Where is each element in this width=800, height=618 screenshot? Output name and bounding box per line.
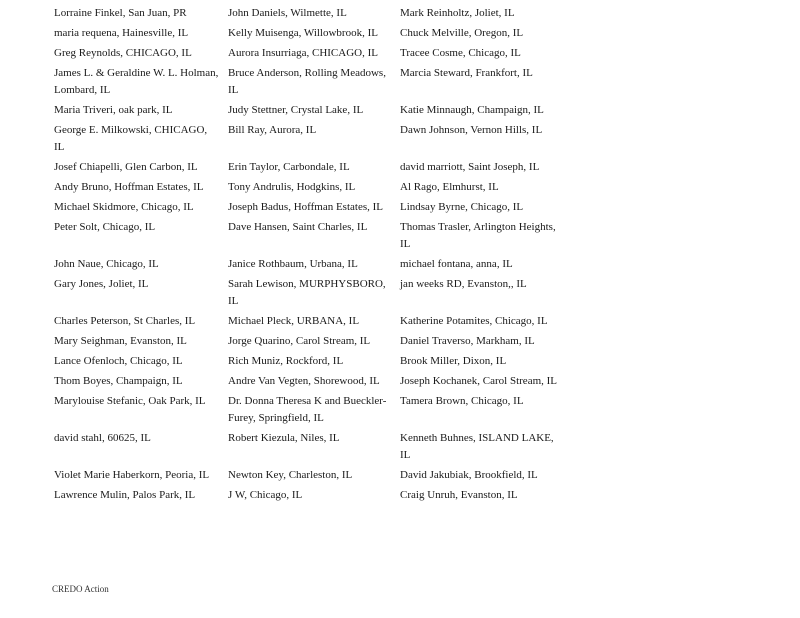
signer-entry: Tony Andrulis, Hodgkins, IL xyxy=(228,181,356,193)
signer-entry: Gary Jones, Joliet, IL xyxy=(54,278,149,290)
signer-entry: Marcia Steward, Frankfort, IL xyxy=(400,67,533,79)
signer-entry: Greg Reynolds, CHICAGO, IL xyxy=(54,47,192,59)
signer-entry: Lance Ofenloch, Chicago, IL xyxy=(54,355,183,367)
signer-entry: Robert Kiezula, Niles, IL xyxy=(228,432,340,444)
table-row xyxy=(51,312,571,332)
signer-entry: Jorge Quarino, Carol Stream, IL xyxy=(228,335,371,347)
signer-entry: Craig Unruh, Evanston, IL xyxy=(400,489,518,501)
signer-entry: Thom Boyes, Champaign, IL xyxy=(54,375,183,387)
signer-entry: Lindsay Byrne, Chicago, IL xyxy=(400,201,524,213)
signer-entry: Daniel Traverso, Markham, IL xyxy=(400,335,535,347)
signer-entry: Judy Stettner, Crystal Lake, IL xyxy=(228,104,364,116)
signer-entry: George E. Milkowski, CHICAGO, IL xyxy=(54,124,208,153)
signer-entry: Michael Skidmore, Chicago, IL xyxy=(54,201,194,213)
signer-entry: Mark Reinholtz, Joliet, IL xyxy=(400,7,515,19)
signer-entry: Newton Key, Charleston, IL xyxy=(228,469,353,481)
signer-entry: Lorraine Finkel, San Juan, PR xyxy=(54,7,187,19)
signer-entry: david stahl, 60625, IL xyxy=(54,432,151,444)
signer-entry: Brook Miller, Dixon, IL xyxy=(400,355,507,367)
signer-entry: Maria Triveri, oak park, IL xyxy=(54,104,173,116)
signer-entry: Peter Solt, Chicago, IL xyxy=(54,221,156,233)
signer-entry: michael fontana, anna, IL xyxy=(400,258,513,270)
table-row xyxy=(51,178,571,198)
signer-entry: david marriott, Saint Joseph, IL xyxy=(400,161,540,173)
signer-entry: John Daniels, Wilmette, IL xyxy=(228,7,347,19)
signer-entry: Dr. Donna Theresa K and Bueckler-Furey, Springfield, IL xyxy=(228,395,387,424)
signer-entry: Kelly Muisenga, Willowbrook, IL xyxy=(228,27,378,39)
signer-entry: Bill Ray, Aurora, IL xyxy=(228,124,317,136)
signer-entry: maria requena, Hainesville, IL xyxy=(54,27,189,39)
signer-entry: Joseph Kochanek, Carol Stream, IL xyxy=(400,375,558,387)
signer-entry: Lawrence Mulin, Palos Park, IL xyxy=(54,489,196,501)
table-row xyxy=(51,486,571,506)
signer-entry: Al Rago, Elmhurst, IL xyxy=(400,181,499,193)
signer-entry: Bruce Anderson, Rolling Meadows, IL xyxy=(228,67,386,96)
signer-entry: Charles Peterson, St Charles, IL xyxy=(54,315,196,327)
signer-entry: Chuck Melville, Oregon, IL xyxy=(400,27,524,39)
signer-entry: David Jakubiak, Brookfield, IL xyxy=(400,469,538,481)
signer-entry: John Naue, Chicago, IL xyxy=(54,258,159,270)
signer-entry: Rich Muniz, Rockford, IL xyxy=(228,355,344,367)
signer-entry: Aurora Insurriaga, CHICAGO, IL xyxy=(228,47,378,59)
table-row xyxy=(51,218,571,255)
table-row xyxy=(51,466,571,486)
signer-entry: Katie Minnaugh, Champaign, IL xyxy=(400,104,544,116)
signer-entry: Sarah Lewison, MURPHYSBORO, IL xyxy=(228,278,386,307)
signer-entry: Josef Chiapelli, Glen Carbon, IL xyxy=(54,161,198,173)
table-row xyxy=(51,429,571,466)
signer-entry: Janice Rothbaum, Urbana, IL xyxy=(228,258,358,270)
signer-entry: Violet Marie Haberkorn, Peoria, IL xyxy=(54,469,210,481)
signers-table xyxy=(51,4,571,506)
signer-entry: Dawn Johnson, Vernon Hills, IL xyxy=(400,124,543,136)
table-row xyxy=(51,158,571,178)
table-row xyxy=(51,352,571,372)
table-row xyxy=(51,121,571,158)
signer-entry: Tamera Brown, Chicago, IL xyxy=(400,395,524,407)
table-row xyxy=(51,392,571,429)
table-row xyxy=(51,44,571,64)
signer-entry: Joseph Badus, Hoffman Estates, IL xyxy=(228,201,383,213)
table-row xyxy=(51,372,571,392)
table-row xyxy=(51,24,571,44)
signer-entry: jan weeks RD, Evanston,, IL xyxy=(400,278,527,290)
signer-entry: Dave Hansen, Saint Charles, IL xyxy=(228,221,368,233)
table-row xyxy=(51,275,571,312)
signer-entry: James L. & Geraldine W. L. Holman, Lombard, IL xyxy=(54,67,219,96)
table-row xyxy=(51,101,571,121)
table-row xyxy=(51,255,571,275)
signer-entry: Andy Bruno, Hoffman Estates, IL xyxy=(54,181,204,193)
signer-entry: Marylouise Stefanic, Oak Park, IL xyxy=(54,395,206,407)
footer-credit: CREDO Action xyxy=(52,584,109,594)
table-row xyxy=(51,4,571,24)
signer-entry: J W, Chicago, IL xyxy=(228,489,303,501)
signer-entry: Andre Van Vegten, Shorewood, IL xyxy=(228,375,380,387)
signer-entry: Kenneth Buhnes, ISLAND LAKE, IL xyxy=(400,432,554,461)
table-row xyxy=(51,198,571,218)
signer-entry: Michael Pleck, URBANA, IL xyxy=(228,315,360,327)
signer-entry: Katherine Potamites, Chicago, IL xyxy=(400,315,548,327)
table-row xyxy=(51,64,571,101)
signer-entry: Erin Taylor, Carbondale, IL xyxy=(228,161,350,173)
signer-entry: Mary Seighman, Evanston, IL xyxy=(54,335,187,347)
signer-entry: Thomas Trasler, Arlington Heights, IL xyxy=(400,221,556,250)
signer-entry: Tracee Cosme, Chicago, IL xyxy=(400,47,521,59)
table-row xyxy=(51,332,571,352)
